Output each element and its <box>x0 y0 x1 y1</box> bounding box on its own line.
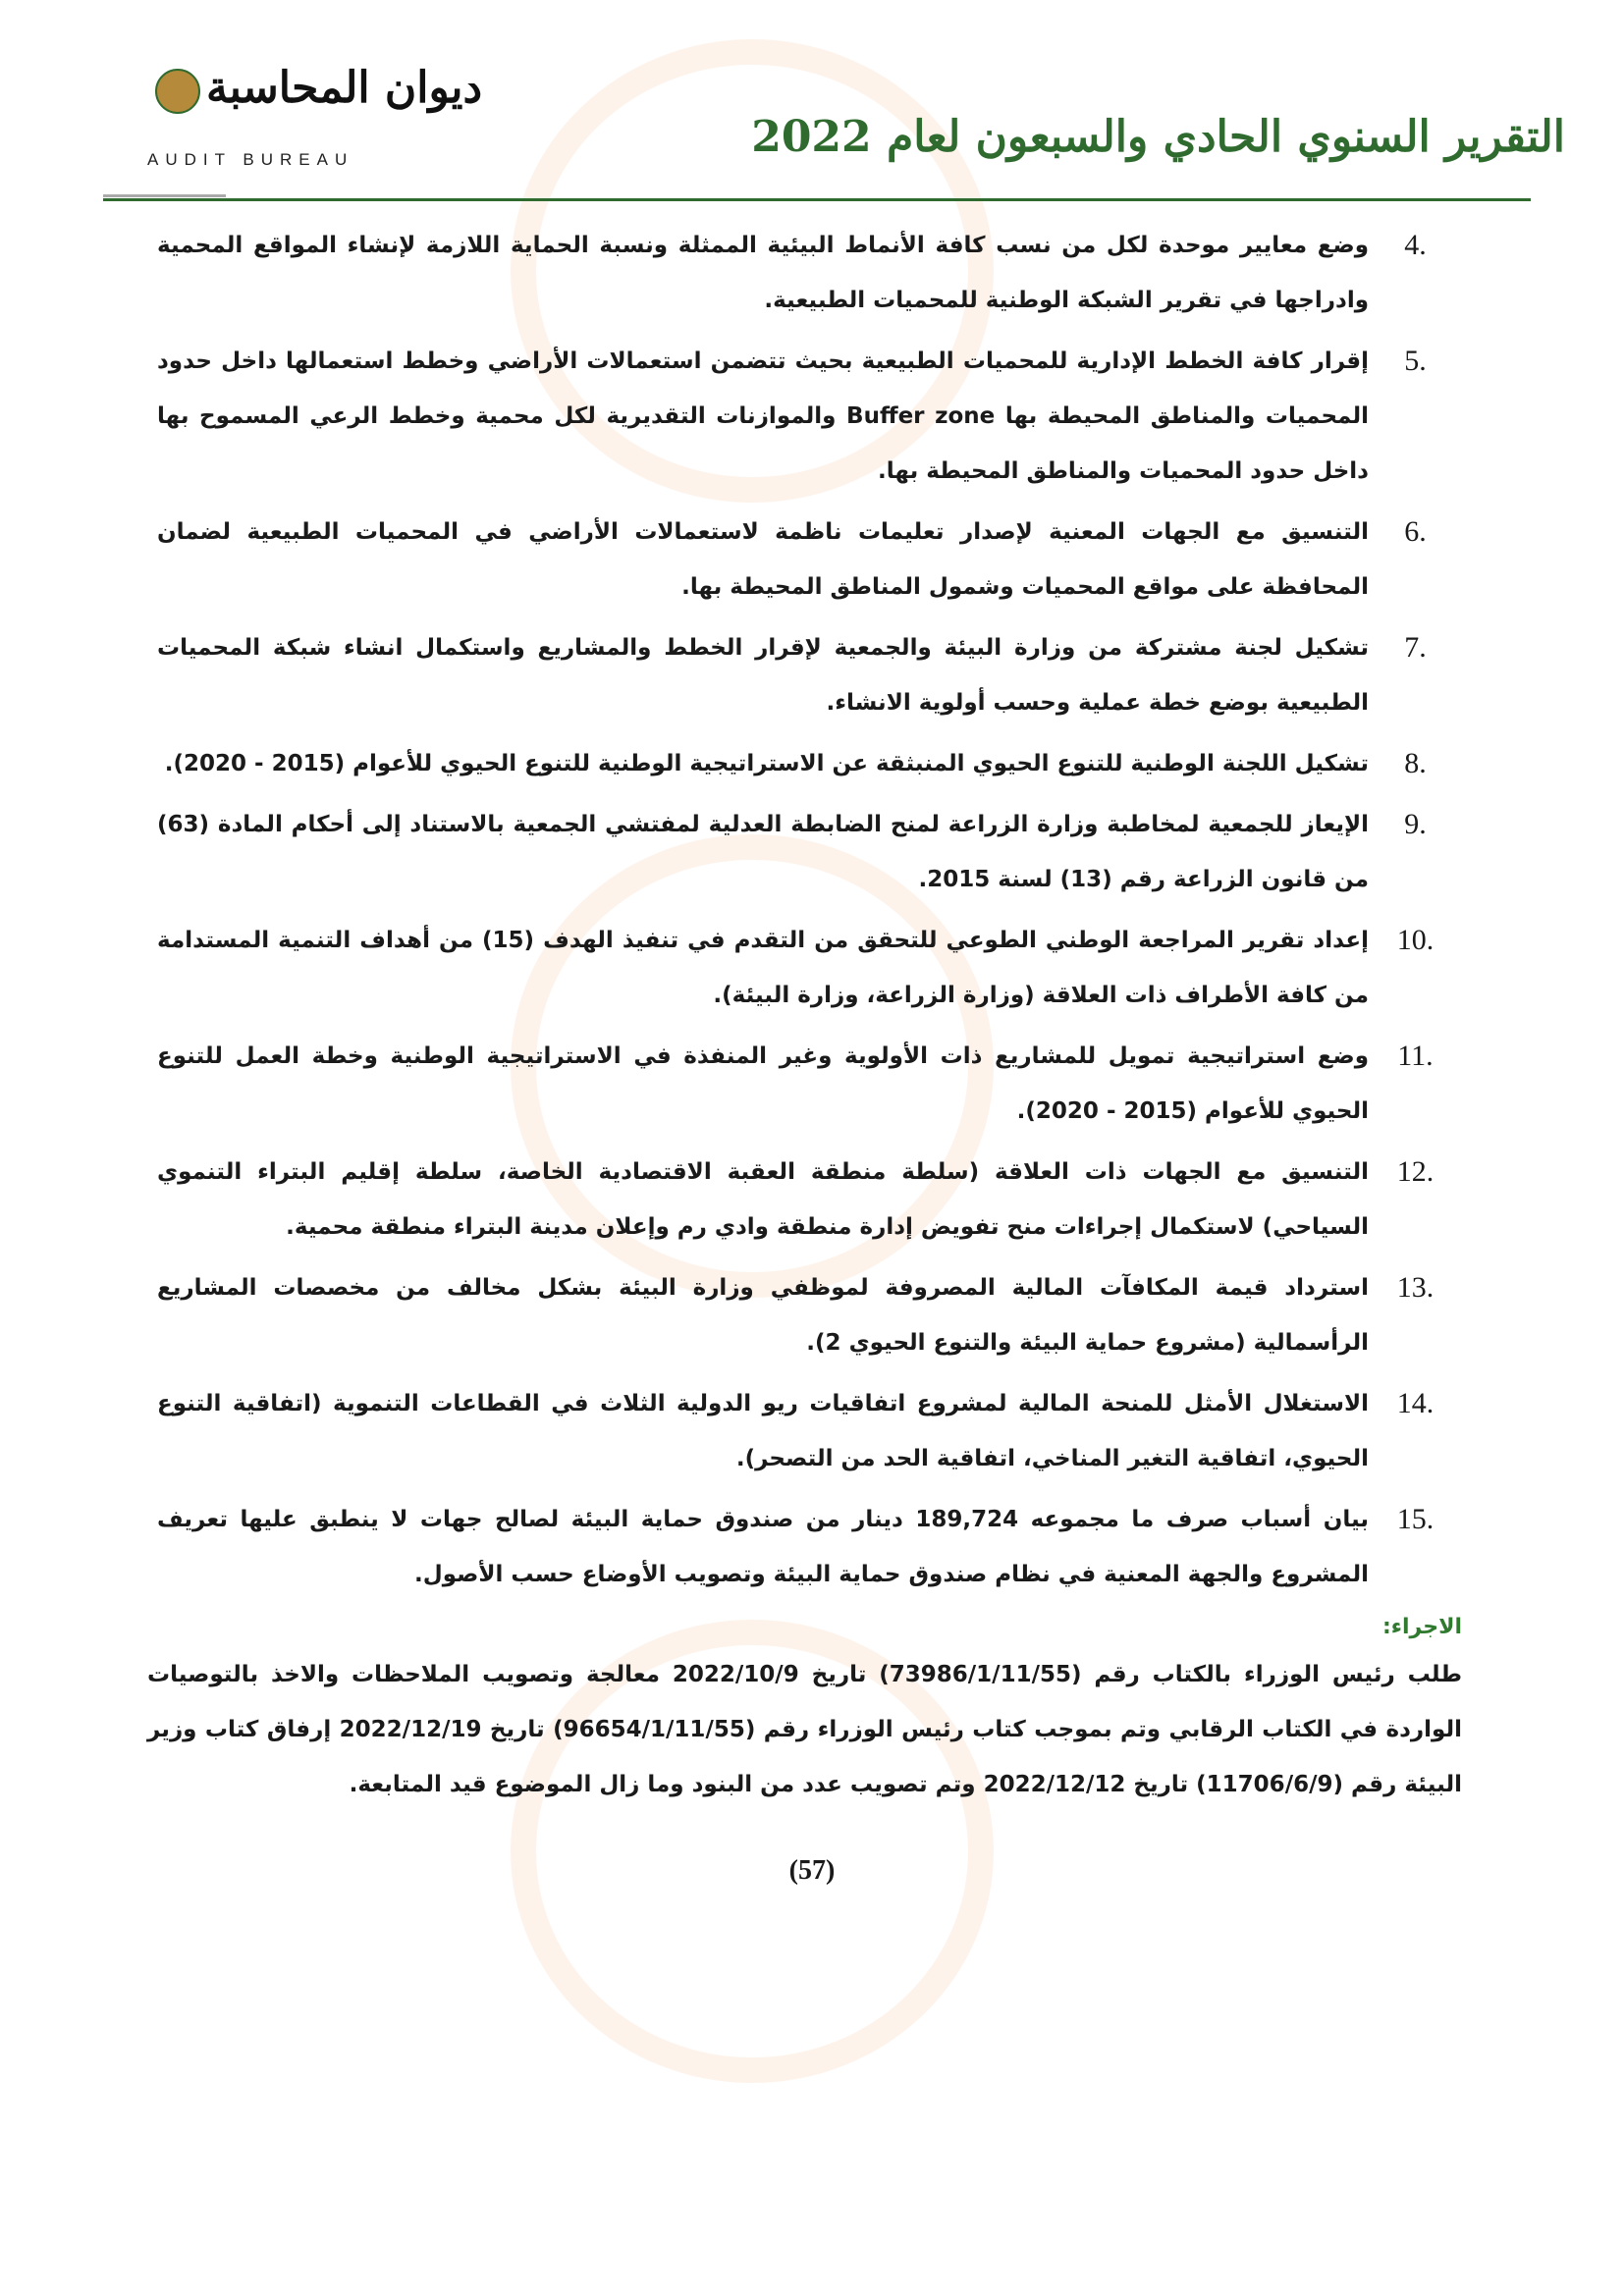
logo-english: AUDIT BUREAU <box>147 150 354 169</box>
item-text: بيان أسباب صرف ما مجموعه 189,724 دينار من صندوق حماية البيئة لصالح جهات لا ينطبق عليها تعريف المشروع والجهة المعنية في نظام صندوق حماية البيئة وتصويب الأوضاع حسب الأصول. <box>157 1507 1369 1587</box>
item-number: 5. <box>1404 345 1427 377</box>
item-text: إقرار كافة الخطط الإدارية للمحميات الطبيعية بحيث تتضمن استعمالات الأراضي وخطط استعمالها داخل حدود المحميات والمناطق المحيطة بها Buffer zone والموازنات التقديرية لكل محمية وخطط الرعي المسموح بها داخل حدود المحميات والمناطق المحيطة بها. <box>157 348 1369 484</box>
item-number: 14. <box>1396 1387 1435 1419</box>
page-number: (57) <box>788 1855 836 1886</box>
item-text: استرداد قيمة المكافآت المالية المصروفة لموظفي وزارة البيئة بشكل مخالف من مخصصات المشاريع الرأسمالية (مشروع حماية البيئة والتنوع الحيوي 2). <box>157 1275 1369 1356</box>
item-text: التنسيق مع الجهات المعنية لإصدار تعليمات ناظمة لاستعمالات الأراضي في المحميات الطبيعية لضمان المحافظة على مواقع المحميات وشمول المناطق المحيطة بها. <box>157 519 1369 600</box>
list-item <box>157 736 1462 791</box>
item-number: 8. <box>1404 747 1427 779</box>
recommendations-list <box>147 218 1462 1812</box>
item-text: التنسيق مع الجهات ذات العلاقة (سلطة منطقة العقبة الاقتصادية الخاصة، سلطة إقليم البتراء التنموي السياحي) لاستكمال إجراءات منح تفويض إدارة منطقة وادي رم وإعلان مدينة البتراء منطقة محمية. <box>157 1159 1369 1240</box>
item-number: 15. <box>1396 1503 1435 1535</box>
item-number: 13. <box>1396 1271 1435 1304</box>
list-item <box>157 1260 1462 1370</box>
list-item <box>157 1376 1462 1486</box>
item-text: الإيعاز للجمعية لمخاطبة وزارة الزراعة لمنح الضابطة العدلية لمفتشي الجمعية بالاستناد إلى أحكام المادة (63) من قانون الزراعة رقم (13) لسنة 2015. <box>157 812 1369 892</box>
item-number: 9. <box>1404 808 1427 840</box>
item-text: وضع استراتيجية تمويل للمشاريع ذات الأولوية وغير المنفذة في الاستراتيجية الوطنية وخطة العمل للتنوع الحيوي للأعوام (2015 - 2020). <box>157 1043 1369 1124</box>
item-number: 11. <box>1397 1040 1434 1072</box>
action-heading: الاجراء: <box>1381 1615 1462 1639</box>
item-text: تشكيل لجنة مشتركة من وزارة البيئة والجمعية لإقرار الخطط والمشاريع واستكمال انشاء شبكة المحميات الطبيعية بوضع خطة عملية وحسب أولوية الانشاء. <box>157 635 1369 716</box>
list-item <box>157 620 1462 730</box>
item-text: إعداد تقرير المراجعة الوطني الطوعي للتحقق من التقدم في تنفيذ الهدف (15) من أهداف التنمية المستدامة من كافة الأطراف ذات العلاقة (وزارة الزراعة، وزارة البيئة). <box>157 928 1369 1008</box>
list-item <box>157 1029 1462 1139</box>
list-item <box>157 334 1462 499</box>
list-item <box>157 218 1462 328</box>
item-number: 12. <box>1396 1155 1435 1188</box>
list-item <box>157 505 1462 614</box>
item-text: تشكيل اللجنة الوطنية للتنوع الحيوي المنبثقة عن الاستراتيجية الوطنية للتنوع الحيوي للأعوام (2015 - 2020). <box>164 751 1369 776</box>
item-number: 10. <box>1396 924 1435 956</box>
item-number: 4. <box>1404 229 1427 261</box>
item-number: 7. <box>1404 631 1427 664</box>
item-text: الاستغلال الأمثل للمنحة المالية لمشروع اتفاقيات ريو الدولية الثلاث في القطاعات التنموية (اتفاقية التنوع الحيوي، اتفاقية التغير المناخي، اتفاقية الحد من التصحر). <box>157 1391 1369 1471</box>
list-item <box>157 797 1462 907</box>
list-item <box>157 1145 1462 1255</box>
item-number: 6. <box>1404 515 1427 548</box>
report-title: التقرير السنوي الحادي والسبعون لعام 2022 <box>751 112 1565 162</box>
item-text: وضع معايير موحدة لكل من نسب كافة الأنماط البيئية الممثلة ونسبة الحماية اللازمة لإنشاء المواقع المحمية وادراجها في تقرير الشبكة الوطنية للمحميات الطبيعية. <box>157 233 1369 313</box>
list-item <box>157 913 1462 1023</box>
logo-arabic: ديوان المحاسبة <box>206 63 483 113</box>
action-text: طلب رئيس الوزراء بالكتاب رقم (73986/1/11/55) تاريخ 2022/10/9 معالجة وتصويب الملاحظات والاخذ بالتوصيات الواردة في الكتاب الرقابي وتم بموجب كتاب رئيس الوزراء رقم (96654/1/11/55) تاريخ 2022/12/19 إرفاق كتاب وزير البيئة رقم (11706/6/9) تاريخ 2022/12/12 وتم تصويب عدد من البنود وما زال الموضوع قيد المتابعة. <box>147 1662 1462 1797</box>
list-item <box>157 1492 1462 1602</box>
